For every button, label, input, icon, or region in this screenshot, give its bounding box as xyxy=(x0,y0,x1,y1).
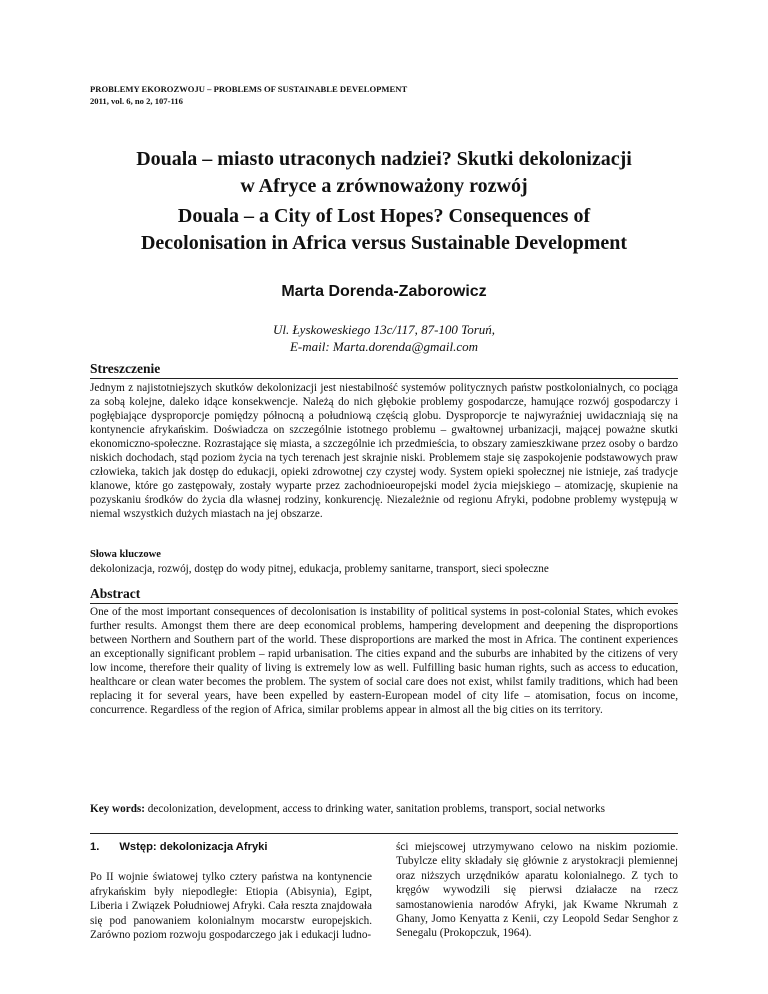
journal-name: PROBLEMY EKOROZWOJU – PROBLEMS OF SUSTAINABLE DEVELOPMENT xyxy=(90,84,408,94)
section-paragraph: Po II wojnie światowej tylko cztery państwa na kontynencie afrykańskim były niepodległe: Etiopia (Abisynia), Egipt, Liberia i Związek Południowej Afryki. Cała reszta znajdowała się pod panowaniem kolonialnym mocarstw europejskich. Zarówno poziom rozwoju gospodarczego jak i edukacji ludno- xyxy=(90,871,372,942)
journal-header xyxy=(90,83,407,107)
abstract-heading: Abstract xyxy=(90,586,141,601)
section-title xyxy=(90,840,372,854)
streszczenie-heading: Streszczenie xyxy=(90,361,161,376)
slowa-kluczowe-heading: Słowa kluczowe xyxy=(90,549,161,560)
title-english xyxy=(60,203,708,257)
divider-rule xyxy=(90,378,678,379)
column-right xyxy=(396,840,678,941)
author-address xyxy=(60,321,708,355)
keywords-block xyxy=(90,802,678,816)
author-name: Marta Dorenda-Zaborowicz xyxy=(281,283,487,300)
title-english-line1: Douala – a City of Lost Hopes? Consequences of xyxy=(177,205,591,227)
keywords-text: decolonization, development, access to drinking water, sanitation problems, transport, social networks xyxy=(147,803,605,815)
title-polish-line1: Douala – miasto utraconych nadziei? Skutki dekolonizacji xyxy=(136,148,632,170)
section-title-text: Wstęp: dekolonizacja Afryki xyxy=(119,841,268,853)
address-email: E-mail: Marta.dorenda@gmail.com xyxy=(289,339,479,354)
slowa-kluczowe-text: dekolonizacja, rozwój, dostęp do wody pitnej, edukacja, problemy sanitarne, transport, sieci społeczne xyxy=(90,563,549,575)
column-left xyxy=(90,840,372,942)
section-number: 1. xyxy=(90,841,100,853)
title-polish xyxy=(60,146,708,200)
title-english-line2: Decolonisation in Africa versus Sustainable Development xyxy=(140,232,628,254)
journal-issue: 2011, vol. 6, no 2, 107-116 xyxy=(90,96,183,106)
divider-rule xyxy=(90,603,678,604)
section-paragraph-continued: ści miejscowej utrzymywano celowo na niskim poziomie. Tubylcze elity składały się głównie z arystokracji plemiennej oraz niższych urzędników aparatu kolonialnego. Z tych to kręgów wywodzili się pierwsi działacze na rzecz samostanowienia narodów Afryki, jak Kwame Nkrumah z Ghany, Jomo Kenyatta z Kenii, czy Leopold Sedar Senghor z Senegalu (Prokopczuk, 1964). xyxy=(396,841,678,940)
title-polish-line2: w Afryce a zrównoważony rozwój xyxy=(240,175,528,197)
streszczenie-text: Jednym z najistotniejszych skutków dekolonizacji jest niestabilność systemów politycznych państw postkolonialnych, co pociąga za sobą kolejne, daleko idące konsekwencje. Należą do nich głębokie problemy gospodarcze, hamujące rozwój gospodarczy i pogłębiające dysproporcje pomiędzy północną a południową częścią globu. Dysproporcje te najwyraźniej uwidaczniają się na kontynencie afrykańskim. Doświadcza on szczególnie istotnego problemu – gwałtownej urbanizacji, mającej poważne skutki ekonomiczno-społeczne. Rozrastające się miasta, a szczególnie ich przedmieścia, to obszary zamieszkiwane przez osoby o bardzo niskich dochodach, stąd poziom życia na tych terenach jest skrajnie niski. Problemem staje się zaspokojenie podstawowych praw człowieka, takich jak dostęp do edukacji, opieki zdrowotnej czy czystej wody. System opieki społecznej nie istnieje, zaś tradycje klanowe, które go zastępowały, zostały wyparte przez zachodnioeuropejski model życia miejskiego – atomizację, skupienie na pozyskaniu środków do życia dla własnej rodziny, konkurencję. Niezależnie od regionu Afryki, podobne problemy występują w niemal wszystkich dużych miastach na jej obszarze. xyxy=(90,382,678,520)
divider-rule xyxy=(90,833,678,834)
address-street: Ul. Łyskoweskiego 13c/117, 87-100 Toruń, xyxy=(272,322,496,337)
keywords-label: Key words: xyxy=(90,803,145,815)
abstract-text: One of the most important consequences of decolonisation is instability of political systems in post-colonial States, which evokes further results. Amongst them there are deep economical problems, hampering development and deepening the disproportions between Northern and Southern part of the world. These disproportions are marked the most in Africa. The continent experiences an exceptionally significant problem – rapid urbanisation. The cities expand and the suburbs are inhabited by the citizens of very low income, therefore their quality of living is extremely low as well. Fulfilling basic human rights, such as access to education, healthcare or clean water becomes the problem. The system of social care does not exist, whilst family traditions, which had been replacing it for several years, have been expelled by eastern-European model of city life – atomisation, focus on income, concurrence. Regardless of the region of Africa, similar problems appear in almost all the big cities on its territory. xyxy=(90,606,678,716)
